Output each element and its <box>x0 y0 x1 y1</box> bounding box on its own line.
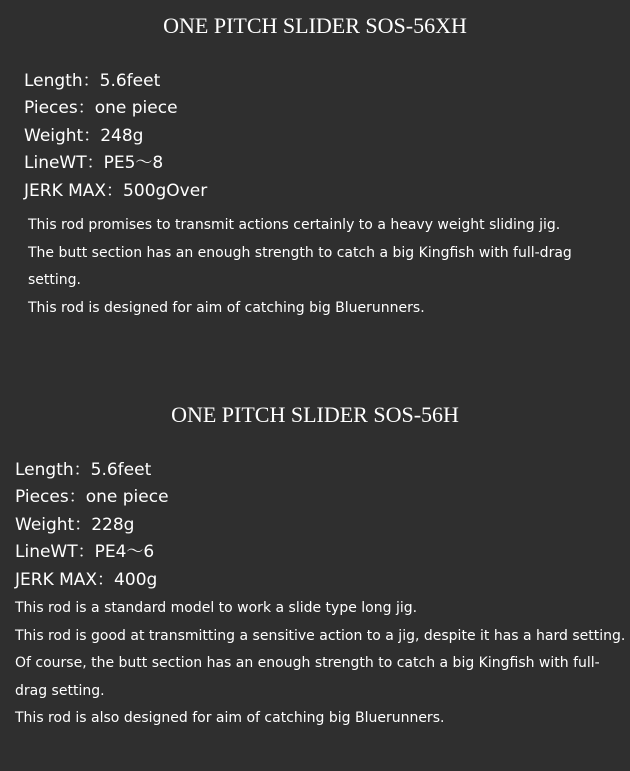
spec-line-weight: LineWT：PE4～6 <box>15 542 155 563</box>
spec-pieces: Pieces：one piece <box>15 487 169 508</box>
spec-jerk-max: JERK MAX：400g <box>15 569 158 590</box>
product-title: ONE PITCH SLIDER SOS-56H <box>171 402 459 427</box>
description-paragraph: This rod is designed for aim of catching big Bluerunners. <box>28 299 425 316</box>
description-paragraph: This rod is also designed for aim of catching big Bluerunners. <box>15 710 445 726</box>
description-paragraph: This rod is a standard model to work a slide type long jig. <box>15 600 418 616</box>
spec-pieces: Pieces：one piece <box>24 98 178 119</box>
description-paragraph: This rod is good at transmitting a sensitive action to a jig, despite it has a hard setting. <box>15 627 626 644</box>
spec-list <box>24 68 207 205</box>
spec-length: Length：5.6feet <box>24 71 161 91</box>
spec-length: Length：5.6feet <box>15 460 152 480</box>
spec-weight: Weight：248g <box>24 125 144 146</box>
description-paragraph: This rod promises to transmit actions certainly to a heavy weight sliding jig. <box>28 217 561 233</box>
product-title: ONE PITCH SLIDER SOS-56XH <box>163 13 467 38</box>
spec-weight: Weight：228g <box>15 514 135 535</box>
product-description <box>28 212 618 322</box>
product-description <box>15 595 627 733</box>
description-paragraph: The butt section has an enough strength to catch a big Kingfish with full-drag setting. <box>28 244 572 288</box>
spec-jerk-max: JERK MAX：500gOver <box>24 180 208 201</box>
description-paragraph: Of course, the butt section has an enough strength to catch a big Kingfish with full-drag setting. <box>15 655 600 699</box>
spec-list <box>15 457 169 594</box>
spec-line-weight: LineWT：PE5～8 <box>24 153 164 174</box>
